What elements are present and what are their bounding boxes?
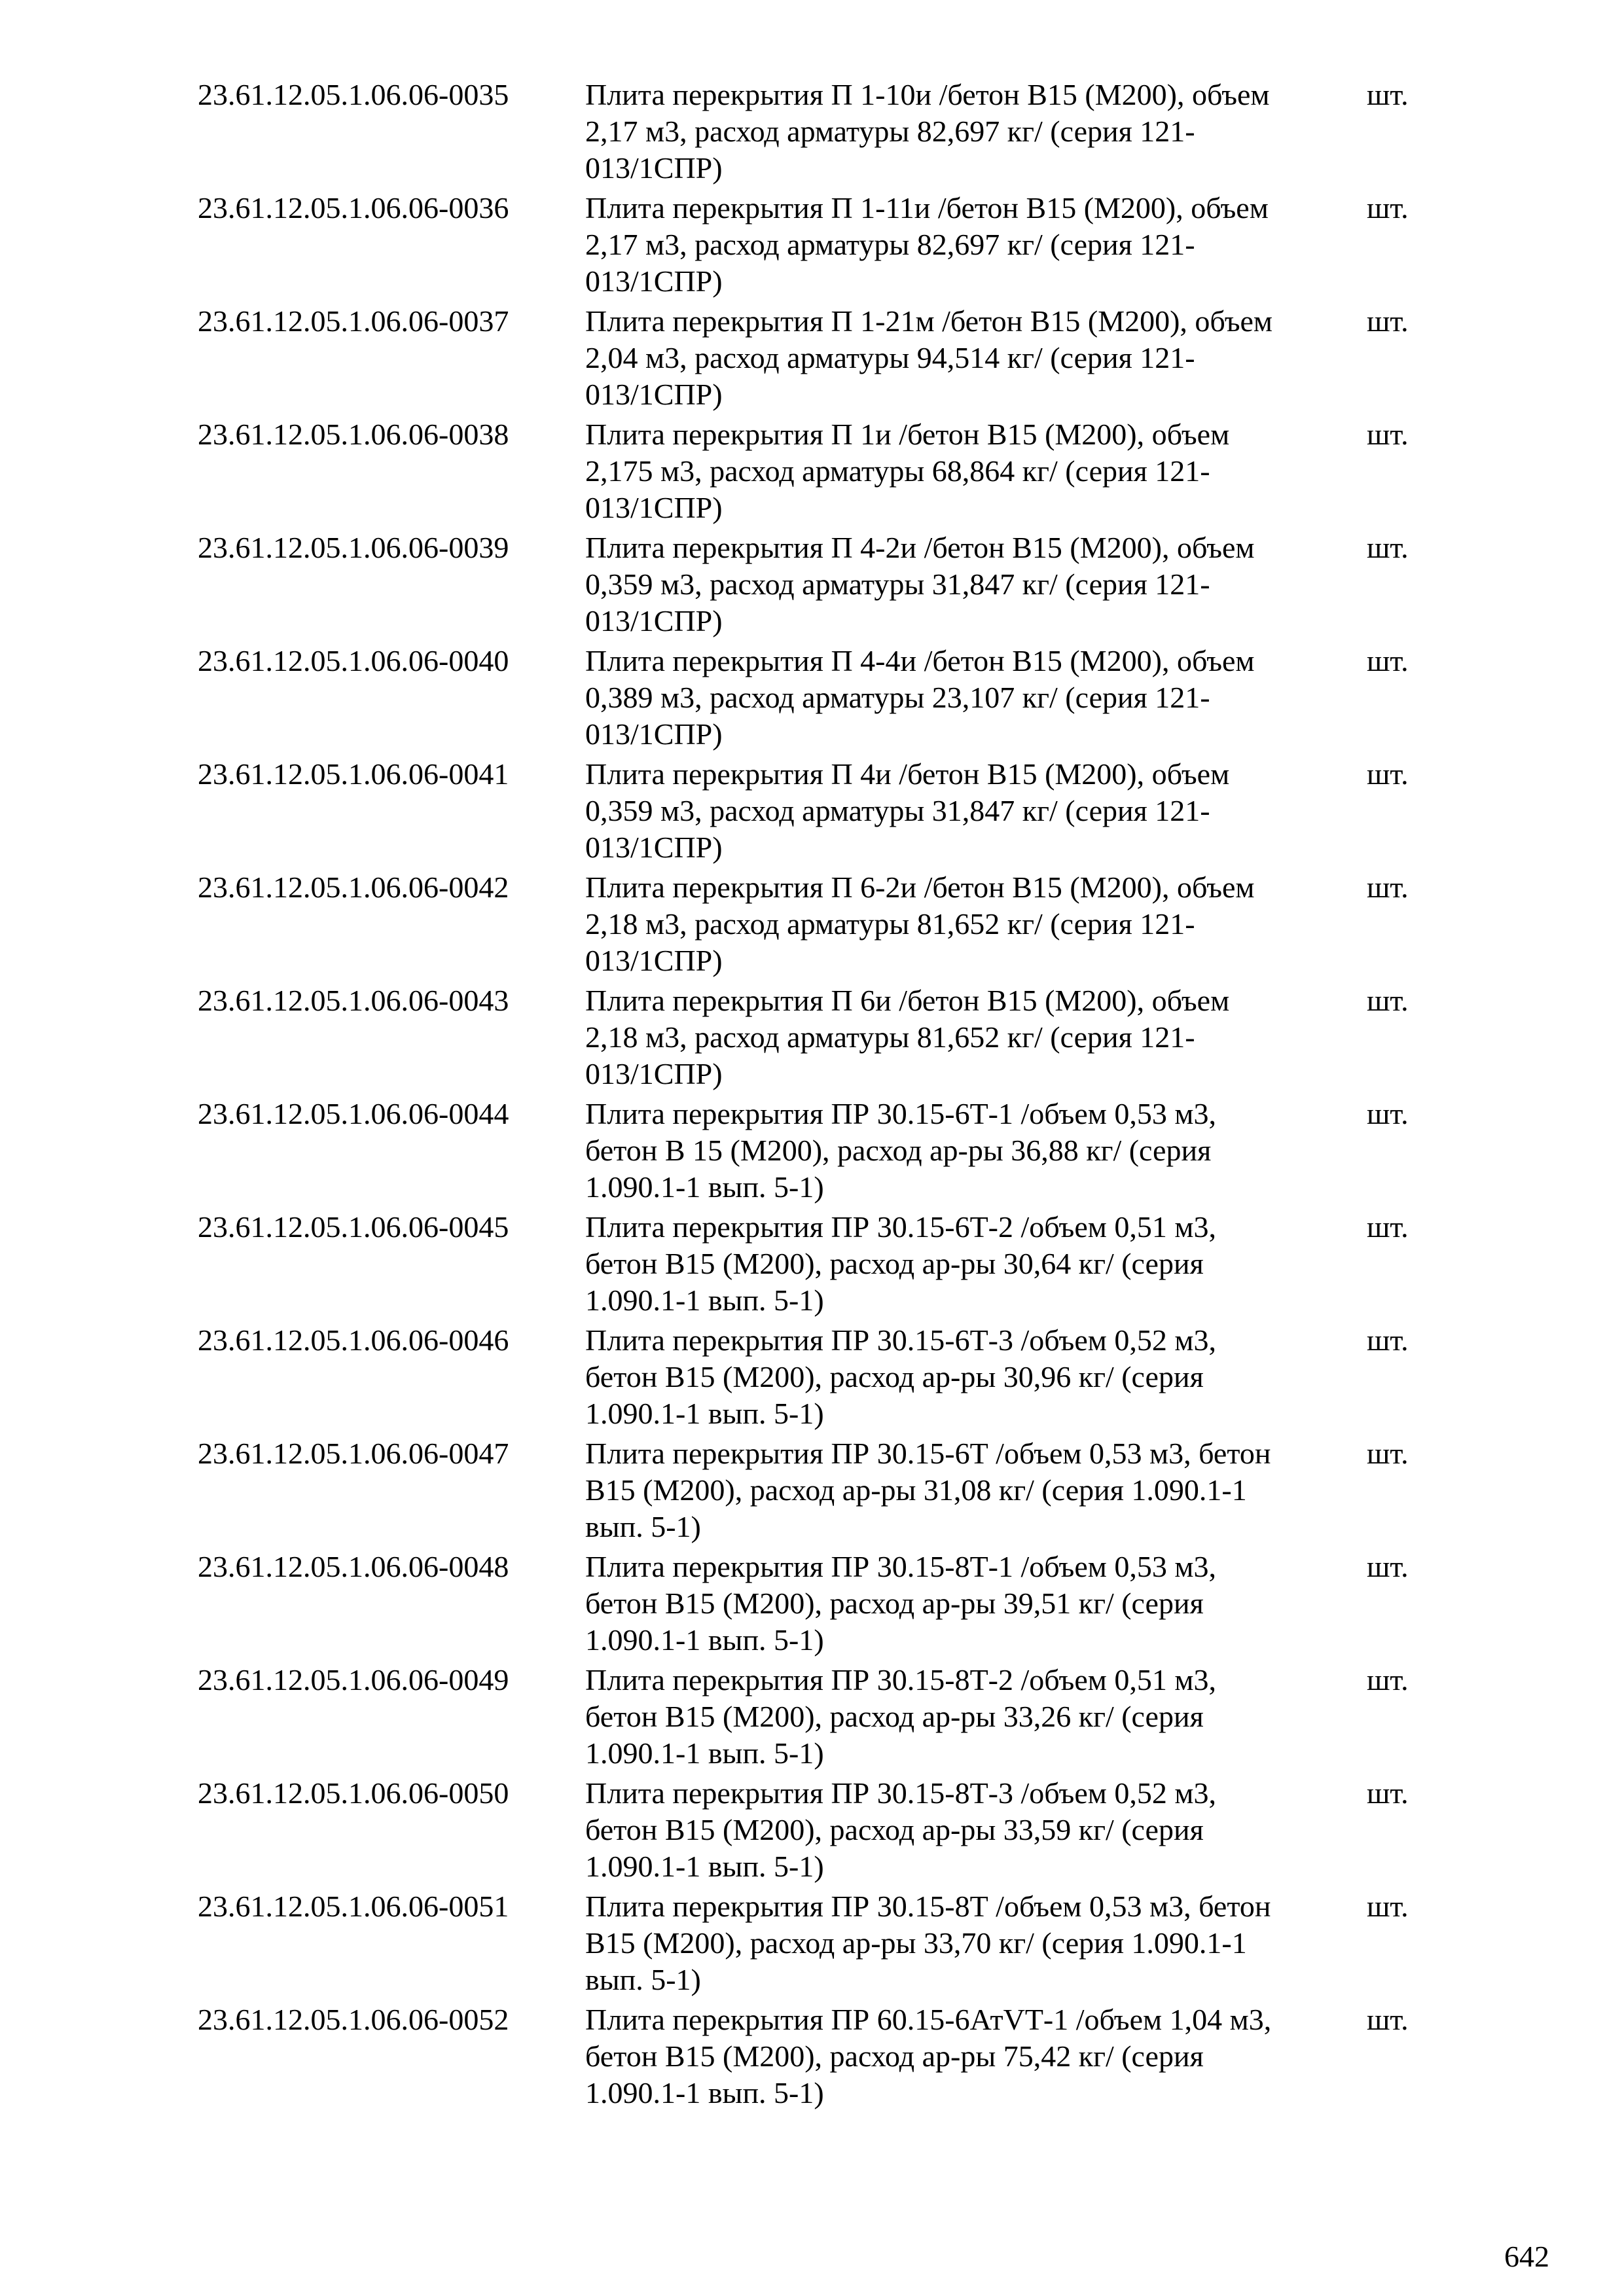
entry-description-line: вып. 5-1)	[585, 1510, 701, 1543]
entry-row	[0, 1549, 1624, 1662]
entry-description-line: бетон В15 (М200), расход ар-ры 33,59 кг/ (серия	[585, 1813, 1204, 1846]
entry-description-line: 013/1СПР)	[585, 944, 723, 977]
entry-description-line: В15 (М200), расход ар-ры 33,70 кг/ (серия 1.090.1-1	[585, 1926, 1247, 1960]
entry-description	[585, 1549, 1358, 1659]
entry-code: 23.61.12.05.1.06.06-0042	[198, 870, 509, 904]
entry-description	[585, 1435, 1358, 1545]
entry-description-line: бетон В15 (М200), расход ар-ры 30,64 кг/ (серия	[585, 1247, 1204, 1280]
entry-unit: шт.	[1367, 1210, 1409, 1244]
entry-row	[0, 416, 1624, 529]
entry-unit: шт.	[1367, 1776, 1409, 1810]
entry-code: 23.61.12.05.1.06.06-0048	[198, 1550, 509, 1583]
entry-unit: шт.	[1367, 1437, 1409, 1470]
entry-code: 23.61.12.05.1.06.06-0035	[198, 78, 509, 111]
entry-description	[585, 2001, 1358, 2111]
entry-description-line: Плита перекрытия П 1-21м /бетон В15 (М200), объем	[585, 304, 1273, 338]
entry-description	[585, 1209, 1358, 1319]
entry-description-line: Плита перекрытия П 4-2и /бетон В15 (М200), объем	[585, 531, 1255, 564]
entry-description-line: 013/1СПР)	[585, 717, 723, 751]
entry-code: 23.61.12.05.1.06.06-0050	[198, 1776, 509, 1810]
page-number: 642	[1504, 2240, 1549, 2273]
entry-unit: шт.	[1367, 984, 1409, 1017]
entry-unit: шт.	[1367, 304, 1409, 338]
entry-description-line: 1.090.1-1 вып. 5-1)	[585, 1736, 824, 1770]
entry-code: 23.61.12.05.1.06.06-0036	[198, 191, 509, 224]
entry-description-line: бетон В15 (М200), расход ар-ры 33,26 кг/ (серия	[585, 1700, 1204, 1733]
entry-description-line: 013/1СПР)	[585, 831, 723, 864]
entry-code: 23.61.12.05.1.06.06-0051	[198, 1890, 509, 1923]
entry-description-line: 2,17 м3, расход арматуры 82,697 кг/ (серия 121-	[585, 115, 1195, 148]
entry-description-line: Плита перекрытия П 1-10и /бетон В15 (М200), объем	[585, 78, 1270, 111]
entry-description-line: 2,18 м3, расход арматуры 81,652 кг/ (серия 121-	[585, 1020, 1195, 1054]
entry-description-line: Плита перекрытия ПР 30.15-8Т-3 /объем 0,52 м3,	[585, 1776, 1216, 1810]
entry-row	[0, 2001, 1624, 2115]
entry-description-line: 2,17 м3, расход арматуры 82,697 кг/ (серия 121-	[585, 228, 1195, 261]
entry-description-line: бетон В15 (М200), расход ар-ры 75,42 кг/ (серия	[585, 2039, 1204, 2073]
entry-description-line: 1.090.1-1 вып. 5-1)	[585, 1397, 824, 1430]
entry-row	[0, 982, 1624, 1096]
entry-code: 23.61.12.05.1.06.06-0038	[198, 418, 509, 451]
entry-row	[0, 303, 1624, 416]
entry-description-line: Плита перекрытия ПР 30.15-6Т /объем 0,53 м3, бетон	[585, 1437, 1271, 1470]
entry-description-line: 013/1СПР)	[585, 264, 723, 298]
entry-description-line: Плита перекрытия П 4-4и /бетон В15 (М200), объем	[585, 644, 1255, 677]
entry-row	[0, 1322, 1624, 1435]
entry-unit: шт.	[1367, 1550, 1409, 1583]
entry-row	[0, 529, 1624, 643]
entry-unit: шт.	[1367, 78, 1409, 111]
entry-description-line: вып. 5-1)	[585, 1963, 701, 1996]
entry-row	[0, 756, 1624, 869]
entry-description	[585, 869, 1358, 979]
entry-code: 23.61.12.05.1.06.06-0045	[198, 1210, 509, 1244]
entry-description-line: 1.090.1-1 вып. 5-1)	[585, 1850, 824, 1883]
entry-description-line: В15 (М200), расход ар-ры 31,08 кг/ (серия 1.090.1-1	[585, 1473, 1247, 1507]
entry-description-line: Плита перекрытия ПР 30.15-6Т-2 /объем 0,51 м3,	[585, 1210, 1216, 1244]
entry-description-line: Плита перекрытия П 1-11и /бетон В15 (М200), объем	[585, 191, 1269, 224]
entry-unit: шт.	[1367, 1097, 1409, 1130]
entry-unit: шт.	[1367, 757, 1409, 791]
entry-code: 23.61.12.05.1.06.06-0049	[198, 1663, 509, 1696]
entry-code: 23.61.12.05.1.06.06-0052	[198, 2003, 509, 2036]
entry-description-line: Плита перекрытия ПР 30.15-6Т-1 /объем 0,53 м3,	[585, 1097, 1216, 1130]
entry-description-line: 013/1СПР)	[585, 604, 723, 637]
entry-description-line: 0,359 м3, расход арматуры 31,847 кг/ (серия 121-	[585, 794, 1210, 827]
entry-row	[0, 1775, 1624, 1888]
entry-row	[0, 190, 1624, 303]
entry-unit: шт.	[1367, 531, 1409, 564]
entry-description-line: 1.090.1-1 вып. 5-1)	[585, 2076, 824, 2109]
entry-description-line: 1.090.1-1 вып. 5-1)	[585, 1623, 824, 1657]
entry-description	[585, 190, 1358, 300]
entry-description-line: Плита перекрытия П 6-2и /бетон В15 (М200), объем	[585, 870, 1255, 904]
entry-description	[585, 77, 1358, 187]
entry-description-line: Плита перекрытия ПР 30.15-6Т-3 /объем 0,52 м3,	[585, 1323, 1216, 1357]
entry-description-line: Плита перекрытия ПР 30.15-8Т-2 /объем 0,51 м3,	[585, 1663, 1216, 1696]
entry-code: 23.61.12.05.1.06.06-0040	[198, 644, 509, 677]
entry-description-line: 1.090.1-1 вып. 5-1)	[585, 1283, 824, 1317]
entry-description	[585, 1322, 1358, 1432]
entry-code: 23.61.12.05.1.06.06-0041	[198, 757, 509, 791]
entry-description	[585, 643, 1358, 753]
entry-row	[0, 869, 1624, 982]
entry-description	[585, 982, 1358, 1092]
entry-description-line: 2,18 м3, расход арматуры 81,652 кг/ (серия 121-	[585, 907, 1195, 941]
entry-description-line: Плита перекрытия ПР 30.15-8Т-1 /объем 0,53 м3,	[585, 1550, 1216, 1583]
catalog-entries	[0, 77, 1624, 2115]
entry-description-line: Плита перекрытия П 1и /бетон В15 (М200), объем	[585, 418, 1230, 451]
entry-description-line: 2,04 м3, расход арматуры 94,514 кг/ (серия 121-	[585, 341, 1195, 374]
entry-unit: шт.	[1367, 1323, 1409, 1357]
entry-description-line: Плита перекрытия П 4и /бетон В15 (М200), объем	[585, 757, 1230, 791]
entry-code: 23.61.12.05.1.06.06-0043	[198, 984, 509, 1017]
entry-code: 23.61.12.05.1.06.06-0047	[198, 1437, 509, 1470]
entry-description-line: Плита перекрытия ПР 30.15-8Т /объем 0,53 м3, бетон	[585, 1890, 1271, 1923]
entry-code: 23.61.12.05.1.06.06-0046	[198, 1323, 509, 1357]
entry-description	[585, 1096, 1358, 1206]
entry-description-line: бетон В 15 (М200), расход ар-ры 36,88 кг/ (серия	[585, 1134, 1212, 1167]
entry-description	[585, 1888, 1358, 1998]
entry-description	[585, 416, 1358, 526]
entry-row	[0, 643, 1624, 756]
entry-row	[0, 77, 1624, 190]
entry-description	[585, 1775, 1358, 1885]
entry-row	[0, 1209, 1624, 1322]
entry-code: 23.61.12.05.1.06.06-0037	[198, 304, 509, 338]
entry-unit: шт.	[1367, 1663, 1409, 1696]
entry-description-line: 0,389 м3, расход арматуры 23,107 кг/ (серия 121-	[585, 681, 1210, 714]
entry-unit: шт.	[1367, 2003, 1409, 2036]
entry-unit: шт.	[1367, 191, 1409, 224]
entry-description-line: 013/1СПР)	[585, 151, 723, 185]
entry-unit: шт.	[1367, 418, 1409, 451]
entry-row	[0, 1888, 1624, 2001]
entry-description-line: бетон В15 (М200), расход ар-ры 30,96 кг/ (серия	[585, 1360, 1204, 1393]
entry-description-line: 013/1СПР)	[585, 1057, 723, 1090]
entry-row	[0, 1662, 1624, 1775]
entry-row	[0, 1435, 1624, 1549]
entry-description	[585, 303, 1358, 413]
entry-description	[585, 1662, 1358, 1772]
entry-description	[585, 756, 1358, 866]
entry-description-line: 2,175 м3, расход арматуры 68,864 кг/ (серия 121-	[585, 454, 1210, 488]
entry-row	[0, 1096, 1624, 1209]
entry-code: 23.61.12.05.1.06.06-0039	[198, 531, 509, 564]
entry-code: 23.61.12.05.1.06.06-0044	[198, 1097, 509, 1130]
entry-unit: шт.	[1367, 1890, 1409, 1923]
entry-unit: шт.	[1367, 644, 1409, 677]
entry-description-line: 013/1СПР)	[585, 378, 723, 411]
entry-description-line: бетон В15 (М200), расход ар-ры 39,51 кг/ (серия	[585, 1587, 1204, 1620]
entry-unit: шт.	[1367, 870, 1409, 904]
entry-description-line: 1.090.1-1 вып. 5-1)	[585, 1170, 824, 1204]
entry-description	[585, 529, 1358, 639]
entry-description-line: Плита перекрытия П 6и /бетон В15 (М200), объем	[585, 984, 1230, 1017]
entry-description-line: 013/1СПР)	[585, 491, 723, 524]
entry-description-line: 0,359 м3, расход арматуры 31,847 кг/ (серия 121-	[585, 567, 1210, 601]
entry-description-line: Плита перекрытия ПР 60.15-6АтVТ-1 /объем 1,04 м3,	[585, 2003, 1272, 2036]
